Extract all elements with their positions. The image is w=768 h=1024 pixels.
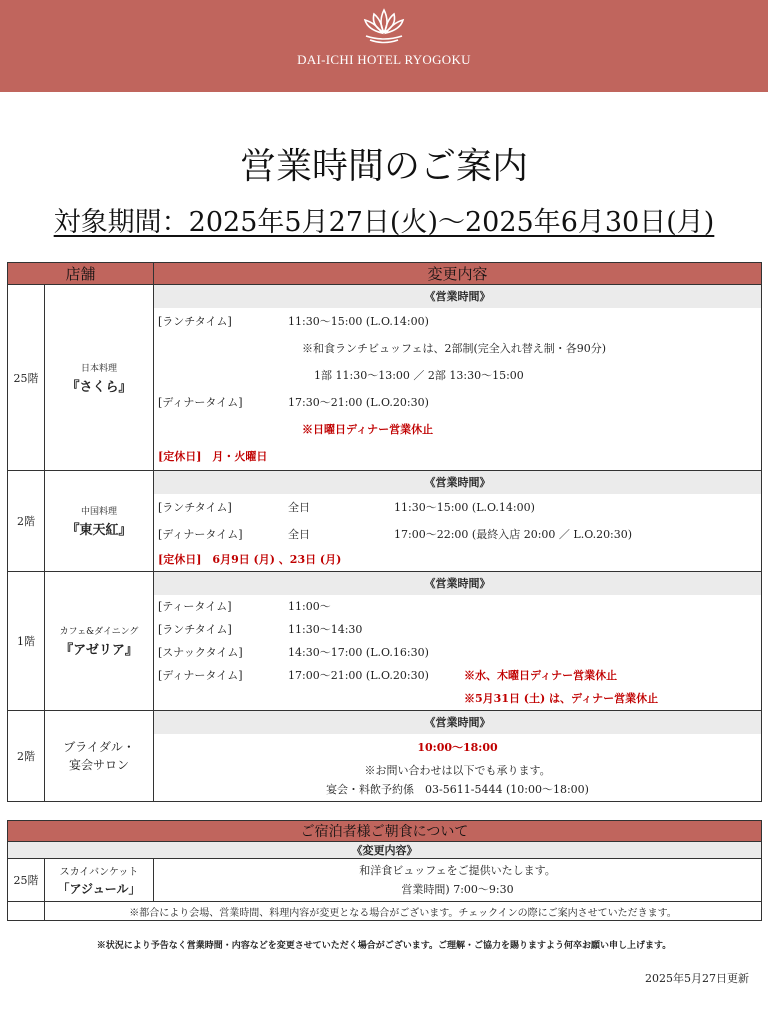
content-cell — [154, 285, 762, 471]
breakfast-hours: 営業時間) 7:00～9:30 — [401, 883, 514, 896]
tea-label: [ティータイム] — [158, 600, 232, 613]
hours-heading: 《営業時間》 — [154, 471, 761, 494]
floor-label: 2階 — [8, 471, 45, 572]
hours-line — [154, 734, 761, 761]
breakfast-note: ※都合により会場、営業時間、料理内容が変更となる場合がございます。チェックインの際にご案内させていただきます。 — [45, 902, 762, 921]
tea-line — [154, 595, 761, 618]
lotus-icon — [356, 6, 412, 46]
bridal-hours: 10:00～18:00 — [417, 741, 498, 754]
tea-time: 11:00～ — [288, 600, 331, 613]
col-header-changes: 変更内容 — [154, 263, 762, 285]
empty-cell — [8, 902, 45, 921]
dinner-note-may31: ※5月31日 (土) は、ディナー営業休止 — [464, 692, 659, 705]
dinner-note-line — [154, 416, 761, 443]
hotel-name: DAI-ICHI HOTEL RYOGOKU — [297, 52, 471, 67]
period-text: 対象期間：2025年5月27日(火)～2025年6月30日(月) — [53, 207, 715, 238]
table-row-azalea — [8, 572, 762, 711]
buffet-parts: 1部 11:30～13:00 ／ 2部 13:30～15:00 — [314, 369, 524, 382]
breakfast-header: ご宿泊者様ご朝食について — [8, 821, 762, 842]
shop-category: スカイバンケット — [59, 867, 139, 878]
hours-heading: 《営業時間》 — [154, 285, 761, 308]
shop-cell — [45, 572, 154, 711]
shop-cell — [45, 471, 154, 572]
breakfast-table — [7, 820, 762, 921]
dinner-label: [ディナータイム] — [158, 396, 243, 409]
floor-label: 25階 — [8, 859, 45, 902]
shop-cell — [45, 285, 154, 471]
dinner-line — [154, 521, 761, 548]
shop-name: 「アジュール」 — [57, 882, 141, 896]
dinner-time: 17:30～21:00 (L.O.20:30) — [288, 396, 429, 409]
hours-table — [7, 262, 762, 802]
lunch-label: [ランチタイム] — [158, 501, 232, 514]
shop-cell — [45, 859, 154, 902]
dinner-note-line — [154, 687, 761, 710]
snack-label: [スナックタイム] — [158, 646, 243, 659]
inquiry-note: ※お問い合わせは以下でも承ります。 — [364, 764, 551, 777]
table-row-bridal — [8, 711, 762, 802]
lunch-time: 11:30～14:30 — [288, 623, 363, 636]
contact-line: 宴会・料飲予約係 03-5611-5444 (10:00～18:00) — [326, 783, 589, 796]
dinner-note: ※水、木曜日ディナー営業休止 — [464, 669, 618, 682]
shop-category: カフェ&ダイニング — [59, 627, 139, 637]
updated-date: 2025年5月27日更新 — [645, 972, 749, 985]
shop-category: 中国料理 — [81, 507, 118, 517]
floor-label: 1階 — [8, 572, 45, 711]
lunch-line — [154, 494, 761, 521]
shop-name: 『アゼリア』 — [60, 643, 138, 658]
lunch-time: 11:30～15:00 (L.O.14:00) — [288, 315, 429, 328]
snack-line — [154, 641, 761, 664]
dinner-time: 17:00～21:00 (L.O.20:30) — [288, 669, 429, 682]
header-banner — [0, 0, 768, 92]
table-row-sakura — [8, 285, 762, 471]
dinner-time: 17:00～22:00 (最終入店 20:00 ／ L.O.20:30) — [394, 528, 633, 541]
hours-table-header — [8, 263, 762, 285]
content-cell — [154, 711, 762, 802]
dinner-line — [154, 389, 761, 416]
hours-heading: 《営業時間》 — [154, 572, 761, 595]
buffet-parts-line — [154, 362, 761, 389]
breakfast-sub-header: 《変更内容》 — [8, 842, 762, 859]
snack-time: 14:30～17:00 (L.O.16:30) — [288, 646, 429, 659]
closed-line — [154, 548, 761, 571]
closed-days: [定休日] 6月9日 (月) 、23日 (月) — [158, 553, 342, 566]
buffet-note-line — [154, 335, 761, 362]
lunch-time: 11:30～15:00 (L.O.14:00) — [394, 501, 535, 514]
closed-days: [定休日] 月・火曜日 — [158, 450, 268, 463]
table-row-azur — [8, 859, 762, 902]
buffet-note: ※和食ランチビュッフェは、2部制(完全入れ替え制・各90分) — [302, 342, 607, 355]
col-header-shop: 店舗 — [8, 263, 154, 285]
lunch-line — [154, 618, 761, 641]
dinner-label: [ディナータイム] — [158, 528, 243, 541]
floor-label: 2階 — [8, 711, 45, 802]
lunch-line — [154, 308, 761, 335]
lunch-label: [ランチタイム] — [158, 623, 232, 636]
table-row-totenko — [8, 471, 762, 572]
dinner-line — [154, 664, 761, 687]
closed-line — [154, 443, 761, 470]
target-period — [0, 200, 768, 239]
shop-name-line1: ブライダル・ — [63, 740, 135, 754]
shop-name: 『さくら』 — [66, 379, 132, 395]
page-title: 営業時間のご案内 — [239, 146, 528, 187]
lunch-label: [ランチタイム] — [158, 315, 232, 328]
dinner-label: [ディナータイム] — [158, 669, 243, 682]
dinner-days: 全日 — [288, 528, 311, 541]
footnote: ※状況により予告なく営業時間・内容などを変更させていただく場合がございます。ご理解・ご協力を賜りますよう何卒お願い申し上げます。 — [96, 941, 672, 951]
content-cell — [154, 471, 762, 572]
shop-name-line2: 宴会サロン — [69, 758, 130, 772]
hours-heading: 《営業時間》 — [154, 711, 761, 734]
shop-cell — [45, 711, 154, 802]
content-cell — [154, 859, 762, 902]
dinner-note: ※日曜日ディナー営業休止 — [302, 423, 434, 436]
floor-label: 25階 — [8, 285, 45, 471]
breakfast-line1: 和洋食ビュッフェをご提供いたします。 — [359, 864, 556, 877]
shop-name: 『東天紅』 — [66, 523, 132, 538]
lunch-days: 全日 — [288, 501, 311, 514]
shop-category: 日本料理 — [81, 363, 118, 374]
content-cell — [154, 572, 762, 711]
